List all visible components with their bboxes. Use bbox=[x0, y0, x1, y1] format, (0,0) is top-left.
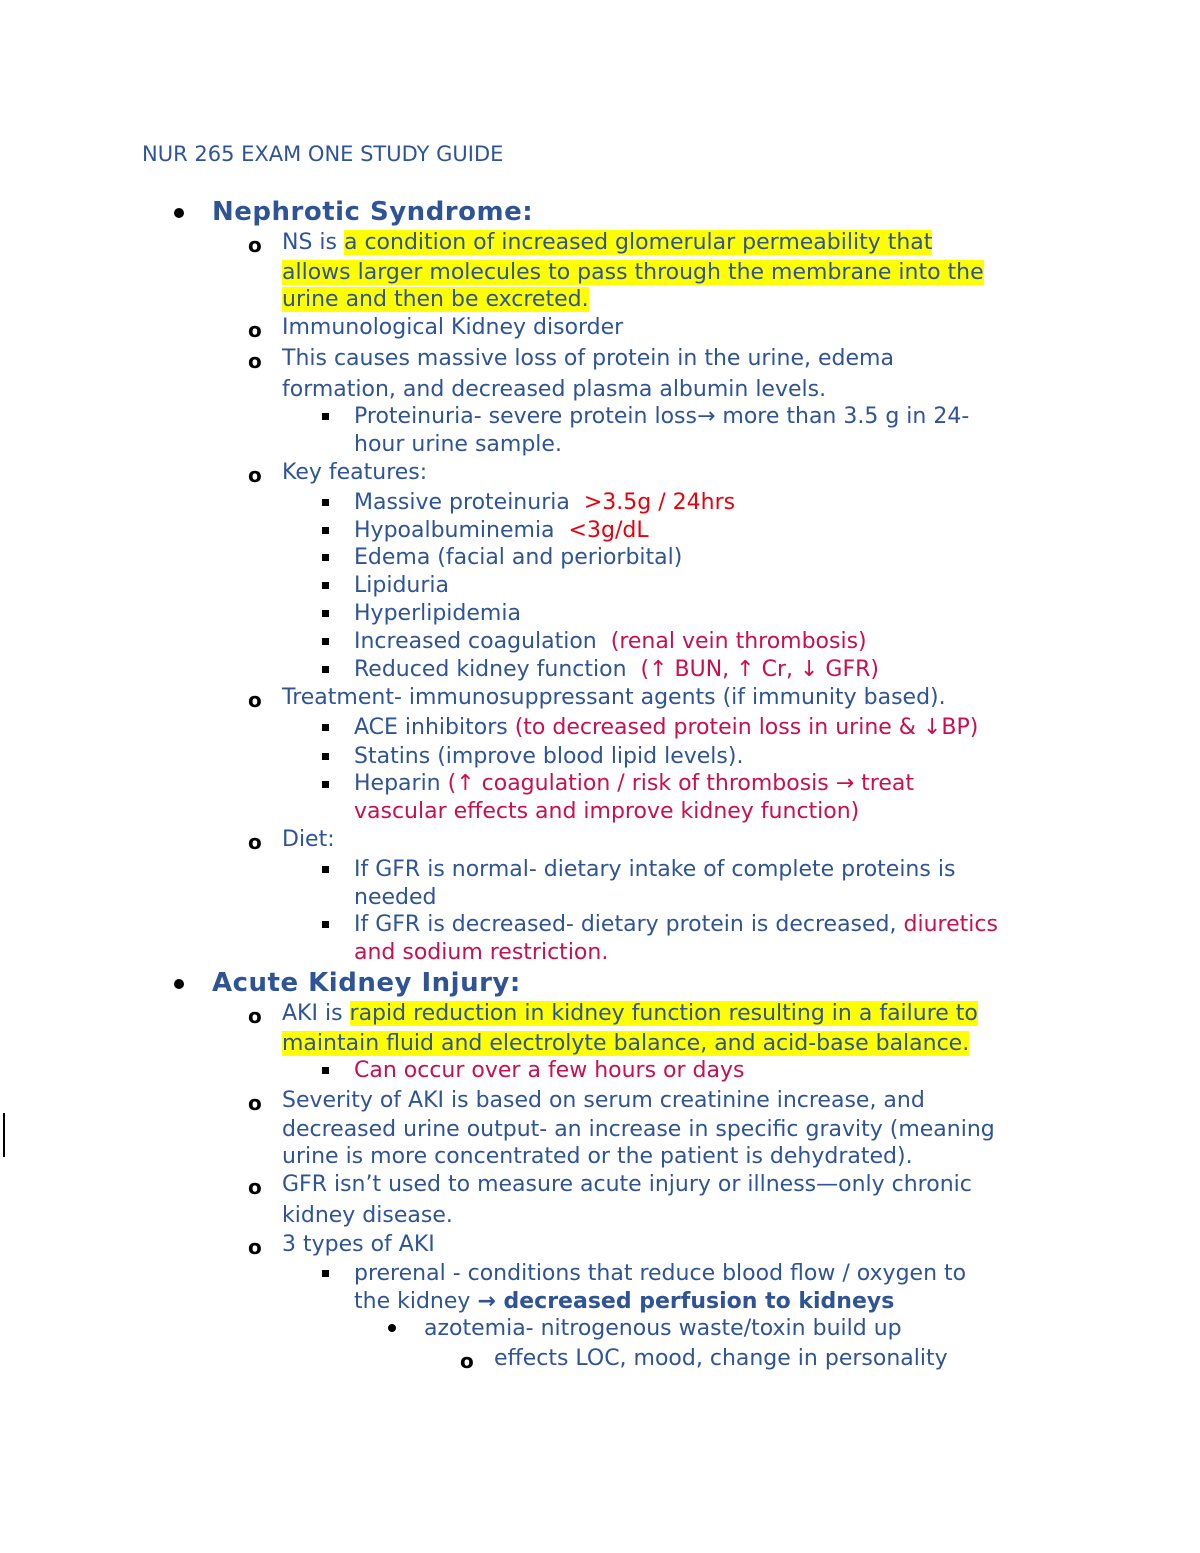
diet-gfr-decreased-line-2: and sodium restriction. bbox=[354, 940, 609, 965]
bullet-square bbox=[322, 413, 329, 420]
tx-statins: Statins (improve blood lipid levels). bbox=[354, 744, 744, 769]
bullet-circle: o bbox=[248, 1235, 262, 1259]
bullet-square bbox=[322, 666, 329, 673]
bullet-square bbox=[322, 554, 329, 561]
bullet-square bbox=[322, 582, 329, 589]
kf-hypoalbuminemia: Hypoalbuminemia <3g/dL bbox=[354, 518, 649, 543]
bullet-disc bbox=[174, 208, 184, 218]
highlight: a condition of increased glomerular permeability that bbox=[343, 230, 933, 255]
bullet-circle: o bbox=[248, 1004, 262, 1028]
bullet-circle: o bbox=[248, 688, 262, 712]
text-cursor bbox=[3, 1113, 5, 1157]
bullet-circle: o bbox=[248, 349, 262, 373]
bullet-circle: o bbox=[248, 830, 262, 854]
aki-azotemia: azotemia- nitrogenous waste/toxin build up bbox=[424, 1316, 902, 1341]
kf-lipiduria: Lipiduria bbox=[354, 573, 449, 598]
bullet-square bbox=[322, 610, 329, 617]
aki-prerenal-line-1: prerenal - conditions that reduce blood flow / oxygen to bbox=[354, 1261, 967, 1286]
kf-massive-proteinuria: Massive proteinuria >3.5g / 24hrs bbox=[354, 490, 736, 515]
tx-heparin-line-1: Heparin (↑ coagulation / risk of thrombosis → treat bbox=[354, 771, 914, 796]
aki-types: 3 types of AKI bbox=[282, 1232, 435, 1257]
bullet-square bbox=[322, 1270, 329, 1277]
bullet-square bbox=[322, 527, 329, 534]
aki-definition-line-1: AKI is rapid reduction in kidney function resulting in a failure to bbox=[282, 1001, 978, 1026]
aki-prerenal-line-2: the kidney → decreased perfusion to kidneys bbox=[354, 1289, 895, 1314]
bullet-square bbox=[322, 781, 329, 788]
ns-immuno: Immunological Kidney disorder bbox=[282, 315, 624, 340]
bullet-circle: o bbox=[248, 1175, 262, 1199]
ns-treatment: Treatment- immunosuppressant agents (if immunity based). bbox=[282, 685, 946, 710]
ns-key-features: Key features: bbox=[282, 460, 428, 485]
section-heading-nephrotic: Nephrotic Syndrome: bbox=[212, 197, 534, 227]
bullet-disc-small bbox=[388, 1324, 396, 1332]
ns-proteinuria-line-2: hour urine sample. bbox=[354, 432, 562, 457]
bullet-circle: o bbox=[460, 1349, 474, 1373]
ns-definition-line-3: urine and then be excreted. bbox=[282, 287, 589, 312]
bullet-square bbox=[322, 753, 329, 760]
ns-diet: Diet: bbox=[282, 827, 335, 852]
bullet-square bbox=[322, 724, 329, 731]
bullet-square bbox=[322, 921, 329, 928]
section-heading-aki: Acute Kidney Injury: bbox=[212, 968, 521, 998]
bullet-circle: o bbox=[248, 1091, 262, 1115]
ns-causes-line-2: formation, and decreased plasma albumin levels. bbox=[282, 377, 827, 402]
bullet-circle: o bbox=[248, 318, 262, 342]
kf-coagulation: Increased coagulation (renal vein thrombosis) bbox=[354, 629, 867, 654]
aki-gfr-line-1: GFR isn’t used to measure acute injury or illness—only chronic bbox=[282, 1172, 972, 1197]
aki-definition-line-2: maintain fluid and electrolyte balance, and acid-base balance. bbox=[282, 1031, 970, 1056]
tx-heparin-line-2: vascular effects and improve kidney function) bbox=[354, 799, 860, 824]
aki-effects: effects LOC, mood, change in personality bbox=[494, 1346, 948, 1371]
page-title: NUR 265 EXAM ONE STUDY GUIDE bbox=[142, 142, 504, 166]
diet-gfr-normal-line-1: If GFR is normal- dietary intake of complete proteins is bbox=[354, 857, 956, 882]
ns-definition-line-1: NS is a condition of increased glomerular permeability that bbox=[282, 230, 933, 255]
bullet-square bbox=[322, 499, 329, 506]
kf-kidney-function: Reduced kidney function (↑ BUN, ↑ Cr, ↓ GFR) bbox=[354, 657, 879, 682]
bullet-square bbox=[322, 866, 329, 873]
bullet-disc bbox=[174, 979, 184, 989]
aki-severity-line-1: Severity of AKI is based on serum creatinine increase, and bbox=[282, 1088, 925, 1113]
aki-gfr-line-2: kidney disease. bbox=[282, 1203, 453, 1228]
bullet-circle: o bbox=[248, 463, 262, 487]
aki-occur: Can occur over a few hours or days bbox=[354, 1058, 745, 1083]
kf-edema: Edema (facial and periorbital) bbox=[354, 545, 683, 570]
ns-causes-line-1: This causes massive loss of protein in the urine, edema bbox=[282, 346, 894, 371]
tx-ace: ACE inhibitors (to decreased protein loss in urine & ↓BP) bbox=[354, 715, 979, 740]
ns-definition-line-2: allows larger molecules to pass through the membrane into the bbox=[282, 260, 984, 285]
aki-severity-line-3: urine is more concentrated or the patient is dehydrated). bbox=[282, 1144, 913, 1169]
kf-hyperlipidemia: Hyperlipidemia bbox=[354, 601, 521, 626]
highlight: rapid reduction in kidney function resulting in a failure to bbox=[349, 1001, 978, 1026]
aki-severity-line-2: decreased urine output- an increase in specific gravity (meaning bbox=[282, 1117, 995, 1142]
bullet-square bbox=[322, 638, 329, 645]
bullet-square bbox=[322, 1067, 329, 1074]
diet-gfr-normal-line-2: needed bbox=[354, 885, 437, 910]
ns-proteinuria-line-1: Proteinuria- severe protein loss→ more than 3.5 g in 24- bbox=[354, 404, 970, 429]
diet-gfr-decreased-line-1: If GFR is decreased- dietary protein is decreased, diuretics bbox=[354, 912, 998, 937]
bullet-circle: o bbox=[248, 233, 262, 257]
